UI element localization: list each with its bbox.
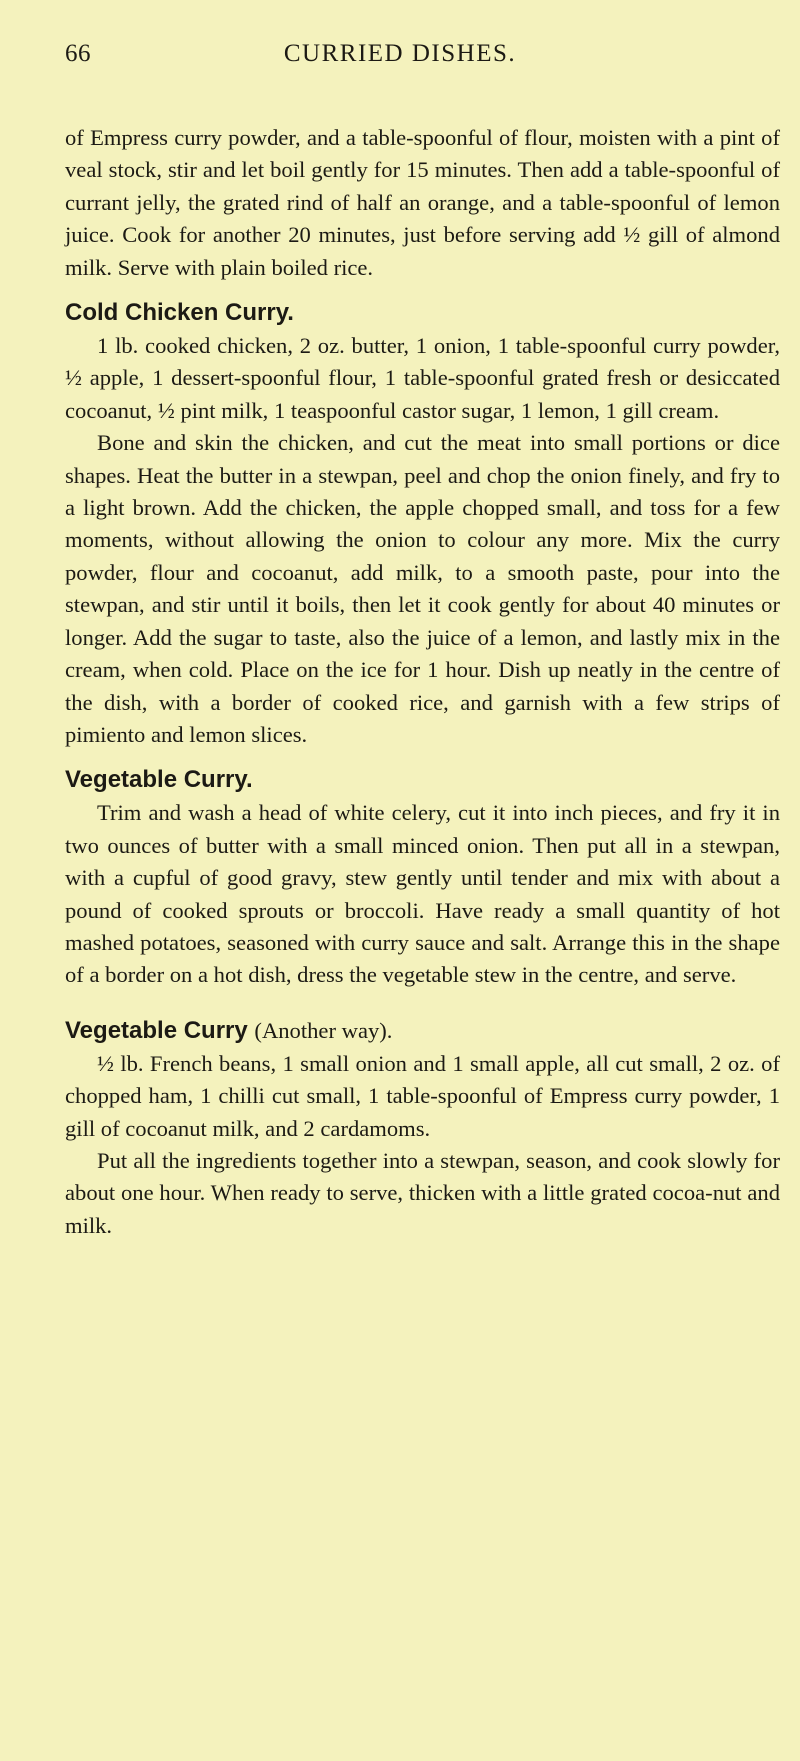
recipe-cold-chicken-curry <box>65 296 780 751</box>
recipe-method: Bone and skin the chicken, and cut the meat into small portions or dice shapes. Heat the butter in a stewpan, peel and chop the onion finely, and fry to a light brown. Add the chicken, the apple chopped small, and toss for a few moments, without allowing the onion to colour any more. Mix the curry powder, flour and cocoanut, add milk, to a smooth paste, pour into the stewpan, and stir until it boils, then let it cook gently for about 40 minutes or longer. Add the sugar to taste, also the juice of a lemon, and lastly mix in the cream, when cold. Place on the ice for 1 hour. Dish up neatly in the centre of the dish, with a border of cooked rice, and garnish with a few strips of pimiento and lemon slices. <box>65 430 780 747</box>
recipe-subtitle: (Another way). <box>254 1017 393 1043</box>
recipe-title: Vegetable Curry <box>65 1016 248 1044</box>
intro-paragraph: of Empress curry powder, and a table-spoonful of flour, moisten with a pint of veal stock, stir and let boil gently for 15 minutes. Then add a table-spoonful of currant jelly, the grated rind of half an orange, and a table-spoonful of lemon juice. Cook for another 20 minutes, just before serving add ½ gill of almond milk. Serve with plain boiled rice. <box>65 125 780 280</box>
recipe-vegetable-curry <box>65 763 780 991</box>
recipe-title: Cold Chicken Curry. <box>65 299 294 327</box>
recipe-vegetable-curry-another-way <box>65 1014 780 1242</box>
recipe-ingredients: ½ lb. French beans, 1 small onion and 1 small apple, all cut small, 2 oz. of chopped ham, 1 chilli cut small, 1 table-spoonful of Empress curry powder, 1 gill of cocoanut milk, and 2 cardamoms. <box>65 1050 780 1141</box>
running-head <box>44 0 756 80</box>
page-number: 66 <box>65 40 91 67</box>
recipe-title-line <box>65 1014 780 1048</box>
recipe-method: Put all the ingredients together into a stewpan, season, and cook slowly for about one hour. When ready to serve, thicken with a little grated cocoa-nut and milk. <box>65 1147 780 1238</box>
recipe-title: Vegetable Curry. <box>65 766 253 794</box>
page-body <box>65 122 780 1242</box>
recipe-ingredients: 1 lb. cooked chicken, 2 oz. butter, 1 onion, 1 table-spoonful curry powder, ½ apple, 1 dessert-spoonful flour, 1 table-spoonful grated fresh or desiccated cocoanut, ½ pint milk, 1 teaspoonful castor sugar, 1 lemon, 1 gill cream. <box>65 333 780 423</box>
recipe-method: Trim and wash a head of white celery, cut it into inch pieces, and fry it in two ounces of butter with a small minced onion. Then put all in a stewpan, with a cupful of good gravy, stew gently until tender and mix with about a pound of cooked sprouts or broccoli. Have ready a small quantity of hot mashed potatoes, seasoned with curry sauce and salt. Arrange this in the shape of a border on a hot dish, dress the vegetable stew in the centre, and serve. <box>65 800 780 988</box>
chapter-title: CURRIED DISHES. <box>283 40 517 67</box>
